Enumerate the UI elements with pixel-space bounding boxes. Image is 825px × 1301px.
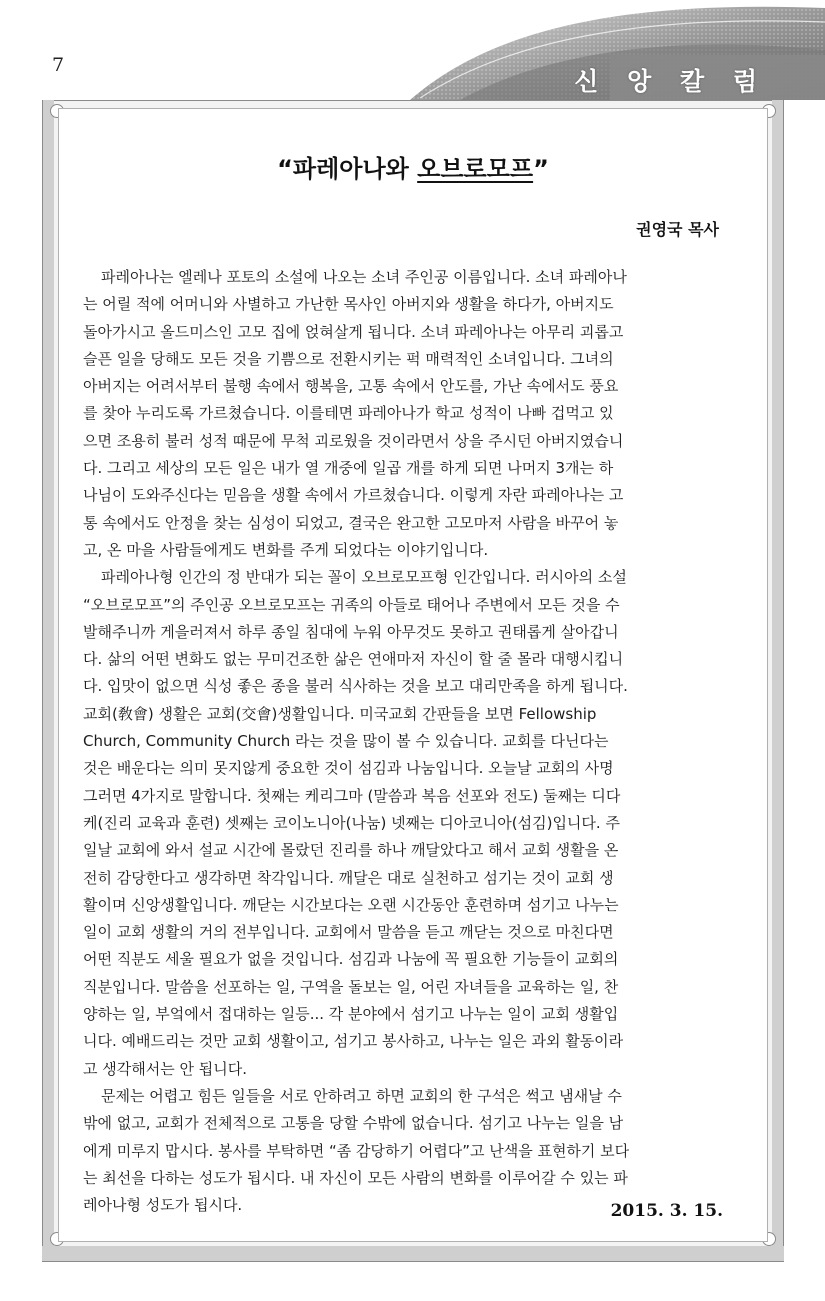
body-line: 다. 그리고 세상의 모든 일은 내가 열 개중에 일곱 개를 하게 되면 나머지 3개는 하 [83, 459, 614, 478]
body-line: 발해주니까 게을러져서 하루 종일 침대에 누워 아무것도 못하고 권태롭게 살아갑니 [83, 622, 619, 641]
title-quote-close: ” [533, 155, 549, 183]
article-panel [58, 108, 768, 1242]
body-line: 슬픈 일을 당해도 모든 것을 기쁨으로 전환시키는 퍽 매력적인 소녀입니다. 그녀의 [83, 349, 614, 368]
body-line: 것은 배운다는 의미 못지않게 중요한 것이 섬김과 나눔입니다. 오늘날 교회의 사명 [83, 759, 614, 778]
body-line: 문제는 어렵고 힘든 일들을 서로 안하려고 하면 교회의 한 구석은 썩고 냄새날 수 [101, 1086, 622, 1105]
body-line: 일날 교회에 와서 설교 시간에 몰랐던 진리를 하나 깨달았다고 해서 교회 생활을 온 [83, 841, 619, 860]
article-body [83, 264, 745, 1219]
page-number: 7 [52, 54, 65, 76]
body-line: 니다. 예배드리는 것만 교회 생활이고, 섬기고 봉사하고, 나누는 일은 과외 활동이라 [83, 1032, 624, 1051]
body-line: 레아나형 성도가 됩시다. [83, 1196, 243, 1215]
body-line: 는 어릴 적에 어머니와 사별하고 가난한 목사인 아버지와 생활을 하다가, 아버지도 [83, 295, 614, 314]
body-line: 파레아나형 인간의 정 반대가 되는 꼴이 오브로모프형 인간입니다. 러시아의 소설 [101, 568, 627, 587]
body-line: Church, Community Church 라는 것을 많이 볼 수 있습니다. 교회를 다닌다는 [83, 732, 609, 751]
body-line: 양하는 일, 부엌에서 접대하는 일등... 각 분야에서 섬기고 나누는 일이 교회 생활입 [83, 1005, 619, 1024]
frame-bottom-bar [42, 1246, 784, 1262]
body-line: 통 속에서도 안정을 찾는 심성이 되었고, 결국은 완고한 고모마저 사람을 바꾸어 놓 [83, 513, 619, 532]
section-label: 신 앙 칼 럼 [574, 67, 767, 96]
body-line: 일이 교회 생활의 거의 전부입니다. 교회에서 말씀을 듣고 깨닫는 것으로 마친다면 [83, 923, 614, 942]
body-line: 어떤 직분도 세울 필요가 없을 것입니다. 섬김과 나눔에 꼭 필요한 기능들이 교회의 [83, 950, 619, 969]
body-line: 다. 삶의 어떤 변화도 없는 무미건조한 삶은 연애마저 자신이 할 줄 몰라 대행시킵니 [83, 650, 624, 669]
frame-left-bar [42, 100, 54, 1262]
body-line: 파레아나는 엘레나 포토의 소설에 나오는 소녀 주인공 이름입니다. 소녀 파레아나 [101, 268, 627, 286]
body-line: 으면 조용히 불러 성적 때문에 무척 괴로웠을 것이라면서 상을 주시던 아버지였습니 [83, 431, 624, 450]
title-plain: 파레아나와 [292, 155, 418, 183]
body-line: 아버지는 어려서부터 불행 속에서 행복을, 고통 속에서 안도를, 가난 속에서도 풍요 [83, 377, 619, 396]
frame-right-bar [772, 100, 784, 1262]
author: 권영국 목사 [636, 220, 719, 239]
title-underlined: 오브로모프 [417, 155, 534, 183]
body-line: 는 최선을 다하는 성도가 됩시다. 내 자신이 모든 사람의 변화를 이루어갈 수 있는 파 [83, 1168, 628, 1187]
body-line: 그러면 4가지로 말합니다. 첫째는 케리그마 (말씀과 복음 선포와 전도) 둘째는 디다 [83, 786, 621, 805]
article-title [59, 149, 767, 184]
body-line: 나님이 도와주신다는 믿음을 생활 속에서 가르쳤습니다. 이렇게 자란 파레아나는 고 [83, 486, 624, 505]
body-line: 직분입니다. 말씀을 선포하는 일, 구역을 돌보는 일, 어린 자녀들을 교육하는 일, 찬 [83, 977, 619, 996]
body-line: 를 찾아 누리도록 가르쳤습니다. 이를테면 파레아나가 학교 성적이 나빠 겁먹고 있 [83, 404, 614, 423]
body-line: 돌아가시고 올드미스인 고모 집에 얹혀살게 됩니다. 소녀 파레아나는 아무리 괴롭고 [83, 322, 624, 341]
body-line: 에게 미루지 맙시다. 봉사를 부탁하면 “좀 감당하기 어렵다”고 난색을 표현하기 보다 [83, 1141, 630, 1160]
body-line: 밖에 없고, 교회가 전체적으로 고통을 당할 수밖에 없습니다. 섬기고 나누는 일을 남 [83, 1114, 624, 1133]
body-line: 다. 입맛이 없으면 식성 좋은 종을 불러 식사하는 것을 보고 대리만족을 하게 됩니다. [83, 677, 628, 696]
body-line: 전히 감당한다고 생각하면 착각입니다. 깨달은 대로 실천하고 섬기는 것이 교회 생 [83, 868, 614, 887]
title-quote-open: “ [277, 155, 293, 183]
body-line: “오브로모프”의 주인공 오브로모프는 귀족의 아들로 태어나 주변에서 모든 것을 수 [83, 595, 620, 614]
body-line: 고, 온 마을 사람들에게도 변화를 주게 되었다는 이야기입니다. [83, 540, 489, 559]
article-date: 2015. 3. 15. [610, 1201, 723, 1221]
body-line: 교회(敎會) 생활은 교회(交會)생활입니다. 미국교회 간판들을 보면 Fellowship [83, 704, 597, 723]
body-line: 활이며 신앙생활입니다. 깨닫는 시간보다는 오랜 시간동안 훈련하며 섬기고 나누는 [83, 895, 619, 914]
body-line: 케(진리 교육과 훈련) 셋째는 코이노니아(나눔) 넷째는 디아코니아(섬김)입니다. 주 [83, 813, 620, 832]
body-line: 고 생각해서는 안 됩니다. [83, 1059, 247, 1078]
